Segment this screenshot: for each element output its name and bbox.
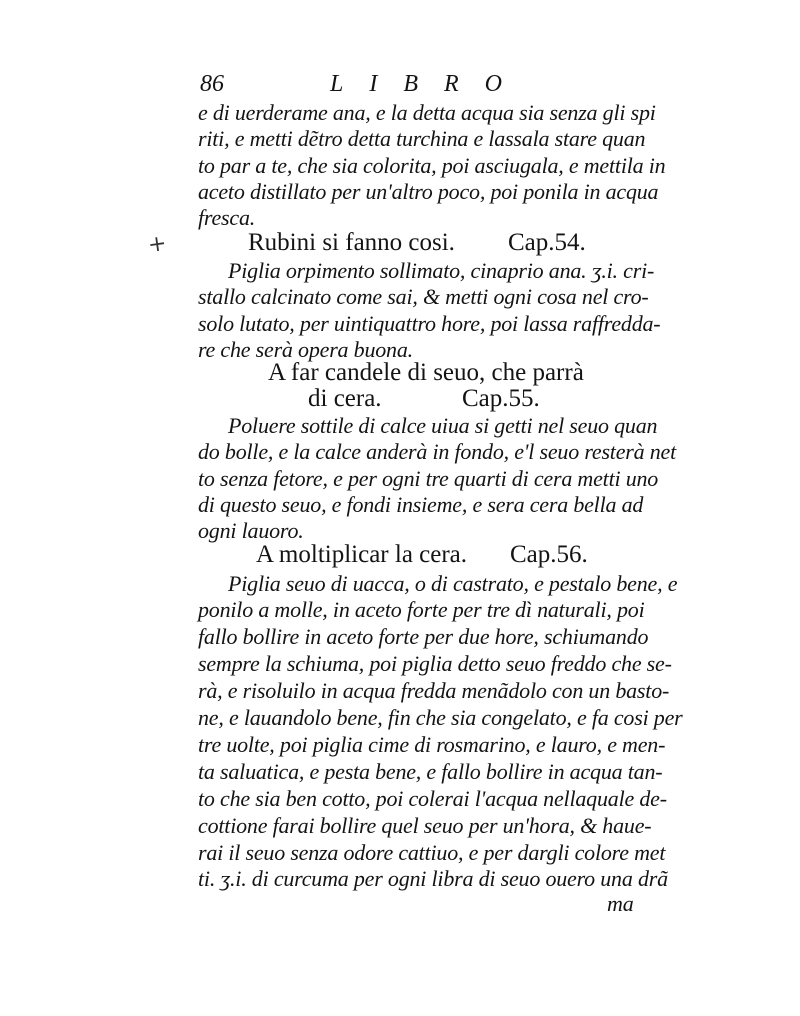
chapter-55-number: Cap.55.	[462, 385, 540, 412]
text-line: ogni lauoro.	[198, 518, 304, 543]
text-line: di questo seuo, e fondi insieme, e sera cera bella ad	[198, 492, 644, 517]
text-line: fallo bollire in aceto forte per due hore, schiumando	[198, 624, 649, 649]
page-number: 86	[200, 71, 224, 97]
text-line: rai il seuo senza odore cattiuo, e per dargli colore met	[198, 840, 666, 865]
text-line: rà, e risoluilo in acqua fredda menãdolo con un basto-	[198, 678, 670, 703]
text-line: aceto distillato per un'altro poco, poi ponila in acqua	[198, 179, 659, 204]
text-line: fresca.	[198, 205, 256, 230]
text-line: do bolle, e la calce anderà in fondo, e'l seuo resterà net	[198, 439, 677, 464]
text-line: Piglia orpimento sollimato, cinaprio ana. ʒ.i. cri-	[228, 258, 655, 283]
text-line: riti, e metti dẽtro detta turchina e lassala stare quan	[198, 126, 646, 151]
margin-cross-mark: +	[146, 230, 169, 259]
chapter-55-heading-cont: di cera.	[308, 385, 382, 412]
chapter-56-number: Cap.56.	[510, 541, 588, 568]
catchword: ma	[607, 891, 634, 916]
text-line: tre uolte, poi piglia cime di rosmarino, e lauro, e men-	[198, 732, 666, 757]
text-line: ti. ʒ.i. di curcuma per ogni libra di seuo ouero una drã	[198, 866, 668, 891]
chapter-54-heading: Rubini si fanno cosi.	[248, 229, 455, 256]
text-line: ponilo a molle, in aceto forte per tre dì naturali, poi	[198, 597, 645, 622]
text-line: e di uerderame ana, e la detta acqua sia senza gli spi	[198, 100, 656, 125]
text-line: to che sia ben cotto, poi colerai l'acqua nellaquale de-	[198, 786, 667, 811]
text-line: Poluere sottile di calce uiua si getti nel seuo quan	[228, 413, 658, 438]
text-line: to par a te, che sia colorita, poi asciugala, e mettila in	[198, 153, 666, 178]
running-title: LIBRO	[330, 71, 528, 97]
text-line: solo lutato, per uintiquattro hore, poi lassa raffredda-	[198, 311, 661, 336]
text-line: ne, e lauandolo bene, fin che sia congelato, e fa cosi per	[198, 705, 683, 730]
chapter-56-heading: A moltiplicar la cera.	[256, 541, 468, 568]
text-line: re che serà opera buona.	[198, 337, 413, 362]
chapter-55-heading: A far candele di seuo, che parrà	[268, 359, 584, 386]
chapter-54-number: Cap.54.	[508, 229, 586, 256]
text-line: ta saluatica, e pesta bene, e fallo bollire in acqua tan-	[198, 759, 663, 784]
text-line: to senza fetore, e per ogni tre quarti di cera metti uno	[198, 466, 659, 491]
text-line: cottione farai bollire quel seuo per un'hora, & haue-	[198, 813, 652, 838]
text-line: stallo calcinato come sai, & metti ogni cosa nel cro-	[198, 284, 649, 309]
text-line: Piglia seuo di uacca, o di castrato, e pestalo bene, e	[228, 571, 678, 596]
text-line: sempre la schiuma, poi piglia detto seuo freddo che se-	[198, 651, 672, 676]
